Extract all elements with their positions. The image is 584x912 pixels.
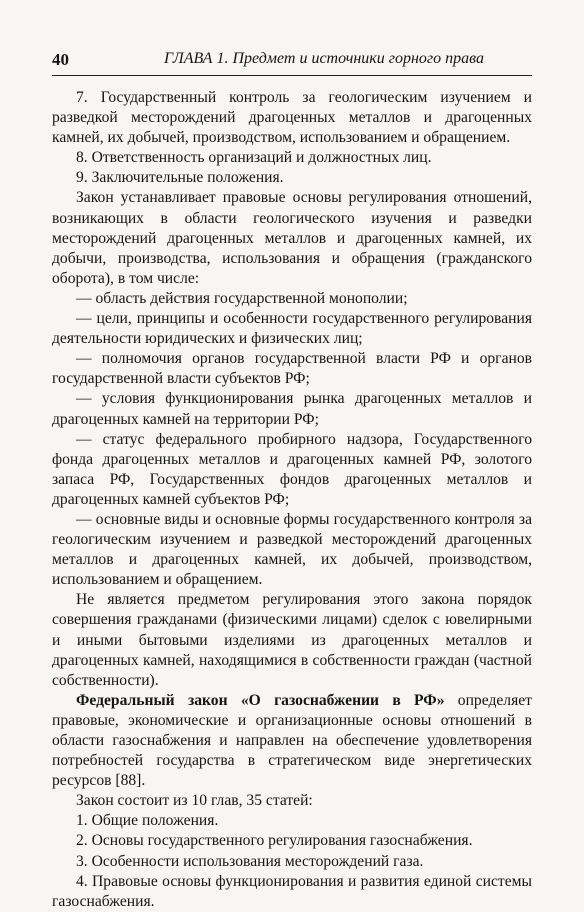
gas-law-title: Федеральный закон «О газоснабжении в РФ» bbox=[76, 691, 445, 709]
chapter-item-3: 3. Особенности использования месторождений газа. bbox=[76, 852, 424, 870]
law-scope-paragraph: Закон устанавливает правовые основы регулирования отношений, возникающих в области геологического изучения и разведки месторождений драгоценных металлов и драгоценных камней, их добычи, производства, использования и обращения (гражданского оборота), в том числе: bbox=[52, 189, 532, 287]
chapter-item-2: 2. Основы государственного регулирования газоснабжения. bbox=[76, 832, 473, 850]
exclusion-paragraph: Не является предметом регулирования этого закона порядок совершения гражданами (физическими лицами) сделок с ювелирными и иными бытовыми изделиями из драгоценных металлов и драгоценных камней, находящимися в собственности граждан (частной собственности). bbox=[52, 591, 532, 689]
dash-item-goals: — цели, принципы и особенности государственного регулирования деятельности юридических и физических лиц; bbox=[52, 310, 532, 348]
list-item-7: 7. Государственный контроль за геологическим изучением и разведкой месторождений драгоценных металлов и драгоценных камней, их добычей, производством, использованием и обращением. bbox=[52, 89, 532, 147]
dash-item-control: — основные виды и основные формы государственного контроля за геологическим изучением и разведкой месторождений драгоценных металлов и драгоценных камней, их добычей, производством, использованием и обращением. bbox=[52, 510, 532, 589]
dash-item-monopoly: — область действия государственной монополии; bbox=[76, 289, 408, 307]
chapter-item-4: 4. Правовые основы функционирования и развития единой системы газоснабжения. bbox=[52, 872, 532, 910]
page-number: 40 bbox=[52, 50, 69, 69]
chapter-item-1: 1. Общие положения. bbox=[76, 812, 219, 830]
dash-item-powers: — полномочия органов государственной власти РФ и органов государственной власти субъектов РФ; bbox=[52, 350, 532, 388]
dash-item-status: — статус федерального пробирного надзора, Государственного фонда драгоценных металлов и драгоценных камней РФ, золотого запаса РФ, Государственных фондов драгоценных металлов и драгоценных камней субъектов РФ; bbox=[52, 430, 532, 508]
header-rule bbox=[52, 75, 532, 76]
gas-law-paragraph bbox=[52, 691, 532, 791]
list-item-9: 9. Заключительные положения. bbox=[76, 169, 284, 187]
structure-paragraph: Закон состоит из 10 глав, 35 статей: bbox=[76, 792, 313, 810]
running-header bbox=[52, 44, 532, 74]
dash-item-market: — условия функционирования рынка драгоценных металлов и драгоценных камней на территории РФ; bbox=[52, 390, 532, 428]
gas-law-description: определяет правовые, экономические и организационные основы отношений в области газоснабжения и направлен на обеспечение удовлетворения потребностей государства в стратегическом виде энергетических ресурсов [88]. bbox=[52, 691, 532, 790]
chapter-title: ГЛАВА 1. Предмет и источники горного права bbox=[164, 50, 484, 67]
list-item-8: 8. Ответственность организаций и должностных лиц. bbox=[76, 149, 432, 167]
page-body bbox=[52, 88, 532, 912]
